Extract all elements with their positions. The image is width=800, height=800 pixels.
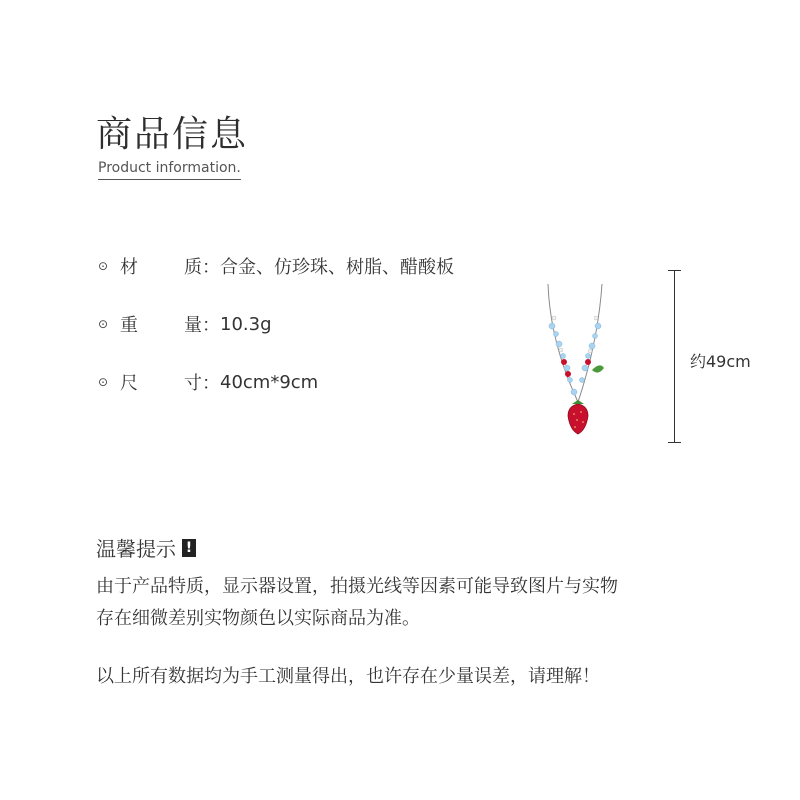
bead-cluster [549, 323, 601, 395]
page-subtitle: Product information. [98, 160, 241, 180]
spec-colon: ： [202, 373, 220, 394]
spec-value-material: 合金、仿珍珠、树脂、醋酸板 [220, 257, 454, 278]
spec-row-weight [98, 312, 272, 336]
necklace-image [540, 282, 610, 442]
leaf-charm [592, 365, 604, 372]
notice-title [96, 533, 196, 562]
spec-label [120, 311, 202, 337]
spec-label-char: 寸 [184, 373, 202, 394]
bullet-icon: ⊙ [98, 375, 109, 389]
notice-line-1: 由于产品特质，显示器设置，拍摄光线等因素可能导致图片与实物 [96, 576, 618, 597]
spec-colon: ： [202, 315, 220, 336]
spec-value-weight: 10.3g [220, 313, 272, 335]
spec-label-char: 质 [184, 257, 202, 278]
spec-colon: ： [202, 257, 220, 278]
notice-line-3: 以上所有数据均为手工测量得出，也许存在少量误差，请理解！ [96, 666, 600, 687]
exclamation-icon: ! [182, 539, 196, 557]
spec-row-material [98, 254, 454, 278]
spec-label [120, 369, 202, 395]
spec-label-char: 重 [120, 315, 138, 336]
strawberry-pendant [568, 404, 588, 434]
spec-label-char: 尺 [120, 373, 138, 394]
spec-value-size: 40cm*9cm [220, 371, 319, 393]
chain-right [578, 284, 602, 402]
chain-left [548, 284, 578, 402]
dimension-cap-bottom [668, 442, 681, 443]
spec-label-char: 材 [120, 257, 138, 278]
notice-line-2: 存在细微差别实物颜色以实际商品为准。 [96, 608, 420, 629]
spec-label [120, 253, 202, 279]
bullet-icon: ⊙ [98, 317, 109, 331]
spec-row-size [98, 370, 318, 394]
dimension-line [674, 270, 675, 443]
dimension-label: 约49cm [690, 352, 751, 371]
strawberry-leaf [572, 400, 584, 404]
spec-label-char: 量 [184, 315, 202, 336]
page-title: 商品信息 [96, 114, 249, 155]
notice-title-text: 温馨提示 [96, 537, 176, 561]
bullet-icon: ⊙ [98, 259, 109, 273]
